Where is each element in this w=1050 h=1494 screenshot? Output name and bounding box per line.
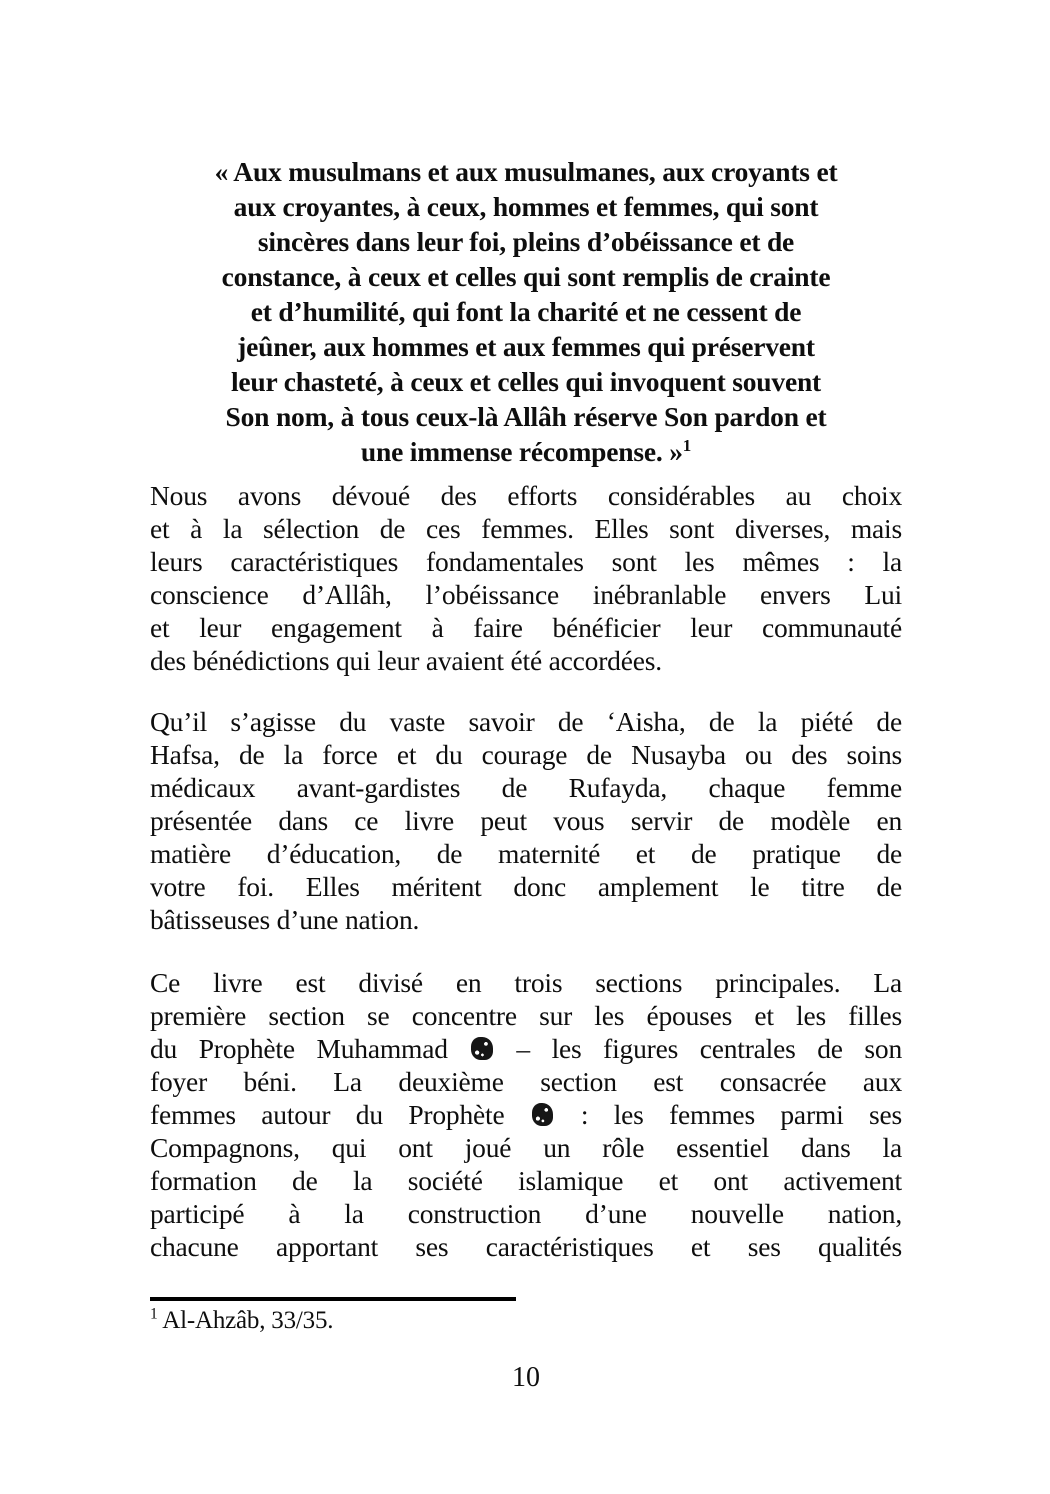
body-line: votre foi. Elles méritent donc amplement le titre de (150, 871, 902, 902)
quote-line: sincères dans leur foi, pleins d’obéissance et de (257, 226, 795, 257)
footnote-reference: 1 (682, 435, 692, 455)
quote-line: aux croyantes, à ceux, hommes et femmes, qui sont (233, 191, 819, 222)
prophet-symbol-icon (471, 1037, 492, 1060)
paragraph-examples (150, 705, 902, 936)
body-line: participé à la construction d’une nouvelle nation, (150, 1198, 902, 1229)
body-line: Hafsa, de la force et du courage de Nusayba ou des soins (150, 739, 902, 770)
page-number: 10 (512, 1362, 540, 1393)
paragraph-sections (150, 966, 902, 1263)
body-line: chacune apportant ses caractéristiques et ses qualités (150, 1231, 902, 1262)
footnote-text: Al-Ahzâb, 33/35. (162, 1307, 334, 1334)
quote-line (150, 434, 902, 469)
body-line: Qu’il s’agisse du vaste savoir de ‘Aisha, de la piété de (150, 706, 902, 737)
body-line: Nous avons dévoué des efforts considérables au choix (150, 480, 902, 511)
body-line: leurs caractéristiques fondamentales sont les mêmes : la (150, 546, 902, 577)
body-line: médicaux avant-gardistes de Rufayda, chaque femme (150, 772, 902, 803)
body-line: et leur engagement à faire bénéficier leur communauté (150, 612, 902, 643)
body-line: conscience d’Allâh, l’obéissance inébranlable envers Lui (150, 579, 902, 610)
body-line: Ce livre est divisé en trois sections principales. La (150, 967, 902, 998)
body-line: des bénédictions qui leur avaient été accordées. (150, 645, 662, 676)
body-line: présentée dans ce livre peut vous servir de modèle en (150, 805, 902, 836)
body-line: foyer béni. La deuxième section est consacrée aux (150, 1066, 902, 1097)
body-line: du Prophète Muhammad – les figures centrales de son (150, 1033, 902, 1064)
paragraph-selection (150, 479, 902, 677)
text-column (150, 0, 902, 1394)
prophet-symbol-icon (532, 1103, 553, 1126)
quote-line: et d’humilité, qui font la charité et ne cessent de (250, 296, 802, 327)
body-line: matière d’éducation, de maternité et de pratique de (150, 838, 902, 869)
body-line: Compagnons, qui ont joué un rôle essentiel dans la (150, 1132, 902, 1163)
body-line: bâtisseuses d’une nation. (150, 904, 420, 935)
body-line: femmes autour du Prophète : les femmes parmi ses (150, 1099, 902, 1130)
body-line: formation de la société islamique et ont activement (150, 1165, 902, 1196)
quote-line: constance, à ceux et celles qui sont remplis de crainte (221, 261, 831, 292)
footnote (150, 1305, 902, 1336)
footnote-rule (150, 1297, 516, 1301)
quote-line: leur chasteté, à ceux et celles qui invoquent souvent (230, 366, 822, 397)
body-line: première section se concentre sur les épouses et les filles (150, 1000, 902, 1031)
quran-quote-block (150, 154, 902, 469)
quote-line: Son nom, à tous ceux-là Allâh réserve Son pardon et (225, 401, 827, 432)
quote-line: jeûner, aux hommes et aux femmes qui préservent (237, 331, 815, 362)
footnote-number: 1 (150, 1305, 158, 1323)
quote-line: « Aux musulmans et aux musulmanes, aux croyants et (214, 156, 838, 187)
quote-last-line: une immense récompense. » (360, 436, 683, 467)
body-line: et à la sélection de ces femmes. Elles sont diverses, mais (150, 513, 902, 544)
